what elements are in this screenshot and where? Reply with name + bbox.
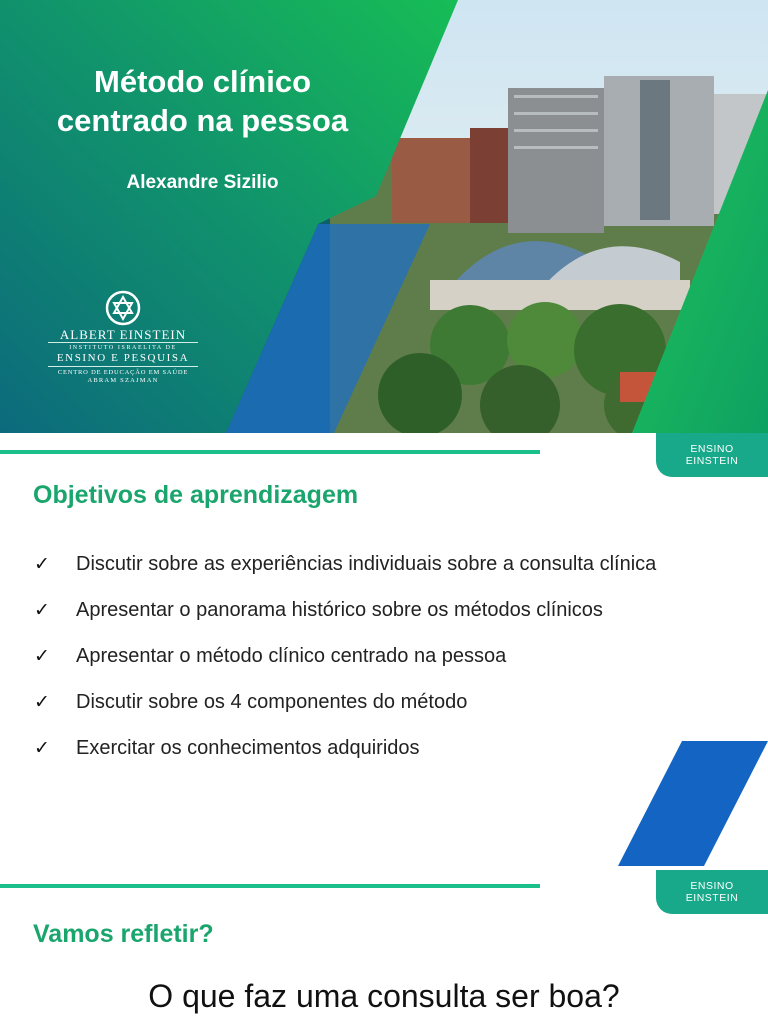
checkmark-icon: ✓ bbox=[34, 645, 50, 667]
reflection-question: O que faz uma consulta ser boa? bbox=[148, 978, 620, 1014]
logo-subtitle-3: CENTRO DE EDUCAÇÃO EM SAÚDE bbox=[57, 369, 189, 376]
reflection-slide bbox=[0, 870, 768, 1024]
star-of-david-logo-icon bbox=[105, 290, 141, 326]
decorative-blue-parallelogram bbox=[618, 741, 768, 866]
list-item bbox=[34, 633, 714, 679]
list-item bbox=[34, 679, 714, 725]
list-item bbox=[34, 725, 714, 771]
list-item-text: Apresentar o método clínico centrado na pessoa bbox=[76, 645, 507, 667]
albert-einstein-logo bbox=[48, 290, 198, 385]
list-item bbox=[34, 541, 714, 587]
top-accent-line bbox=[0, 450, 540, 454]
slide-heading: Objetivos de aprendizagem bbox=[33, 481, 359, 509]
checkmark-icon: ✓ bbox=[34, 691, 50, 713]
brand-line-2: EINSTEIN bbox=[685, 892, 739, 904]
list-item-text: Apresentar o panorama histórico sobre os métodos clínicos bbox=[76, 599, 603, 621]
checkmark-icon: ✓ bbox=[34, 599, 50, 621]
checkmark-icon: ✓ bbox=[34, 737, 50, 759]
slide-heading: Vamos refletir? bbox=[33, 920, 214, 948]
brand-line-1: ENSINO bbox=[690, 880, 734, 892]
logo-name: ALBERT EINSTEIN bbox=[59, 327, 187, 342]
title-line-1: Método clínico bbox=[94, 64, 311, 99]
logo-subtitle-2: ENSINO E PESQUISA bbox=[48, 352, 198, 367]
title-line-2: centrado na pessoa bbox=[56, 103, 349, 138]
list-item-text: Discutir sobre os 4 componentes do método bbox=[76, 691, 468, 713]
author-name: Alexandre Sizilio bbox=[126, 172, 279, 193]
list-item-text: Exercitar os conhecimentos adquiridos bbox=[76, 737, 420, 759]
brand-line-2: EINSTEIN bbox=[685, 455, 739, 467]
top-accent-line bbox=[0, 884, 540, 888]
title-slide bbox=[0, 0, 768, 433]
list-item bbox=[34, 587, 714, 633]
objectives-list bbox=[34, 541, 714, 771]
objectives-slide bbox=[0, 433, 768, 870]
list-item-text: Discutir sobre as experiências individuais sobre a consulta clínica bbox=[76, 553, 657, 575]
ensino-einstein-badge bbox=[656, 433, 768, 477]
logo-subtitle-4: ABRAM SZAJMAN bbox=[87, 377, 159, 384]
presentation-title bbox=[20, 62, 385, 140]
checkmark-icon: ✓ bbox=[34, 553, 50, 575]
brand-line-1: ENSINO bbox=[690, 443, 734, 455]
ensino-einstein-badge bbox=[656, 870, 768, 914]
logo-subtitle-1: INSTITUTO ISRAELITA DE bbox=[48, 342, 198, 352]
